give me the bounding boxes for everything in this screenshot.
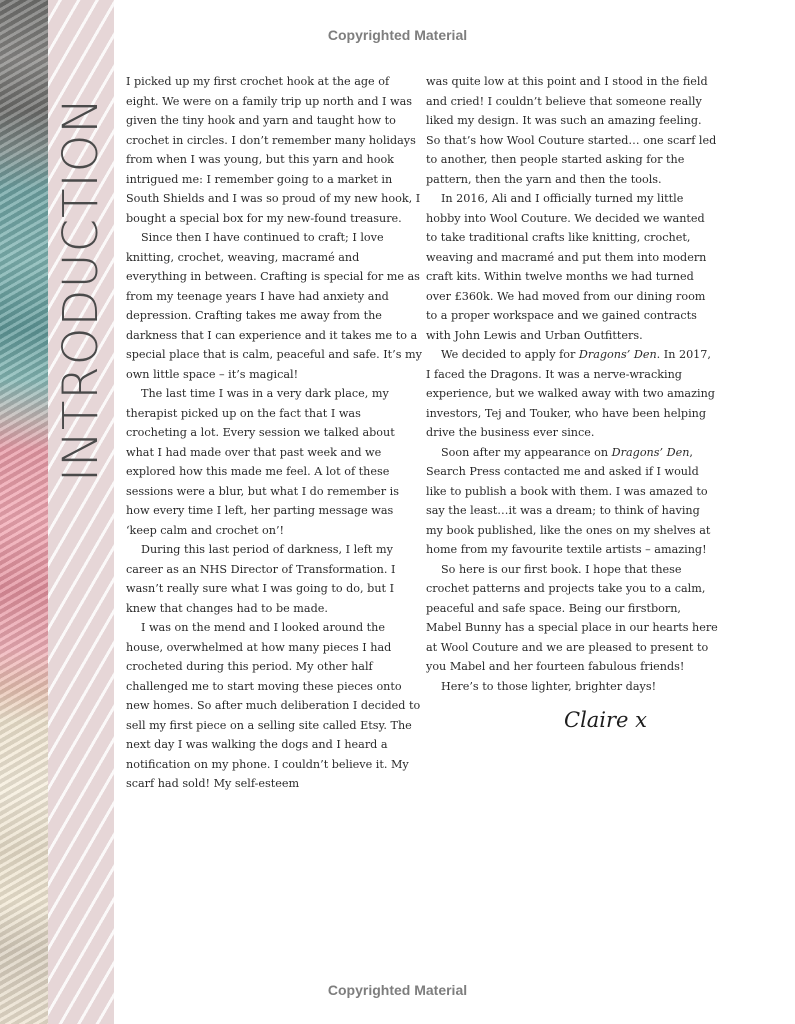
paragraph: Since then I have continued to craft; I love knitting, crochet, weaving, macramé and everything in between. Crafting is special for me as from my teenage years I have had anxiety and depression. Crafting takes me away from the darkness that I can experience and it takes me to a special place that is calm, peaceful and safe. It’s my own little space – it’s magical! <box>126 231 422 381</box>
paragraph-text: , Search Press contacted me and asked if I would like to publish a book with them. I was amazed to say the least…it was a dream; to think of having my book published, like the ones on my shelves at home from my favourite textile artists – amazing! <box>426 445 711 556</box>
signature: Claire x <box>564 708 648 732</box>
right-column <box>426 72 718 696</box>
section-title: INTRODUCTION <box>53 96 109 482</box>
yarn-photo-strip <box>0 0 48 1024</box>
paragraph <box>426 345 718 443</box>
paragraph: Here’s to those lighter, brighter days! <box>441 679 657 693</box>
paragraph-text: Soon after my appearance on <box>441 445 612 459</box>
left-column <box>126 72 422 794</box>
paragraph: During this last period of darkness, I left my career as an NHS Director of Transformation. I wasn’t really sure what I was going to do, but I knew that changes had to be made. <box>126 543 396 615</box>
show-title: Dragons’ Den <box>611 445 690 459</box>
paragraph: So here is our first book. I hope that these crochet patterns and projects take you to a calm, peaceful and safe space. Being our firstborn, Mabel Bunny has a special place in our hearts here at Wool Couture and we are pleased to present to you Mabel and her fourteen fabulous friends! <box>426 562 718 673</box>
paragraph: In 2016, Ali and I officially turned my little hobby into Wool Couture. We decided we wanted to take traditional crafts like knitting, crochet, weaving and macramé and put them into modern craft kits. Within twelve months we had turned over £360k. We had moved from our dining room to a proper workspace and we gained contracts with John Lewis and Urban Outfitters. <box>426 192 707 342</box>
paragraph-text: . In 2017, I faced the Dragons. It was a nerve-wracking experience, but we walked away with two amazing investors, Tej and Touker, who have been helping drive the business ever since. <box>426 348 715 439</box>
show-title: Dragons’ Den <box>578 348 657 361</box>
copyright-notice-top: Copyrighted Material <box>327 27 468 43</box>
paragraph <box>426 443 718 560</box>
paragraph: I picked up my first crochet hook at the age of eight. We were on a family trip up north and I was given the tiny hook and yarn and taught how to crochet in circles. I don’t remember many holidays from when I was young, but this yarn and hook intrigued me: I remember going to a market in South Shields and I was so proud of my new hook, I bought a special box for my new-found treasure. <box>126 75 421 225</box>
paragraph: I was on the mend and I looked around the house, overwhelmed at how many pieces I had crocheted during this period. My other half challenged me to start moving these pieces onto new homes. So after much deliberation I decided to sell my first piece on a selling site called Etsy. The next day I was walking the dogs and I heard a notification on my phone. I couldn’t believe it. My scarf had sold! My self-esteem <box>126 621 421 790</box>
copyright-notice-bottom: Copyrighted Material <box>327 982 468 998</box>
paragraph-text: We decided to apply for <box>441 348 579 361</box>
paragraph: was quite low at this point and I stood in the field and cried! I couldn’t believe that someone really liked my design. It was such an amazing feeling. So that’s how Wool Couture started… one scarf led to another, then people started asking for the pattern, then the yarn and then the tools. <box>426 75 717 186</box>
paragraph: The last time I was in a very dark place, my therapist picked up on the fact that I was crocheting a lot. Every session we talked about what I had made over that past week and we explored how this made me feel. A lot of these sessions were a blur, but what I do remember is how every time I left, her parting message was ‘keep calm and crochet on’! <box>126 387 399 537</box>
